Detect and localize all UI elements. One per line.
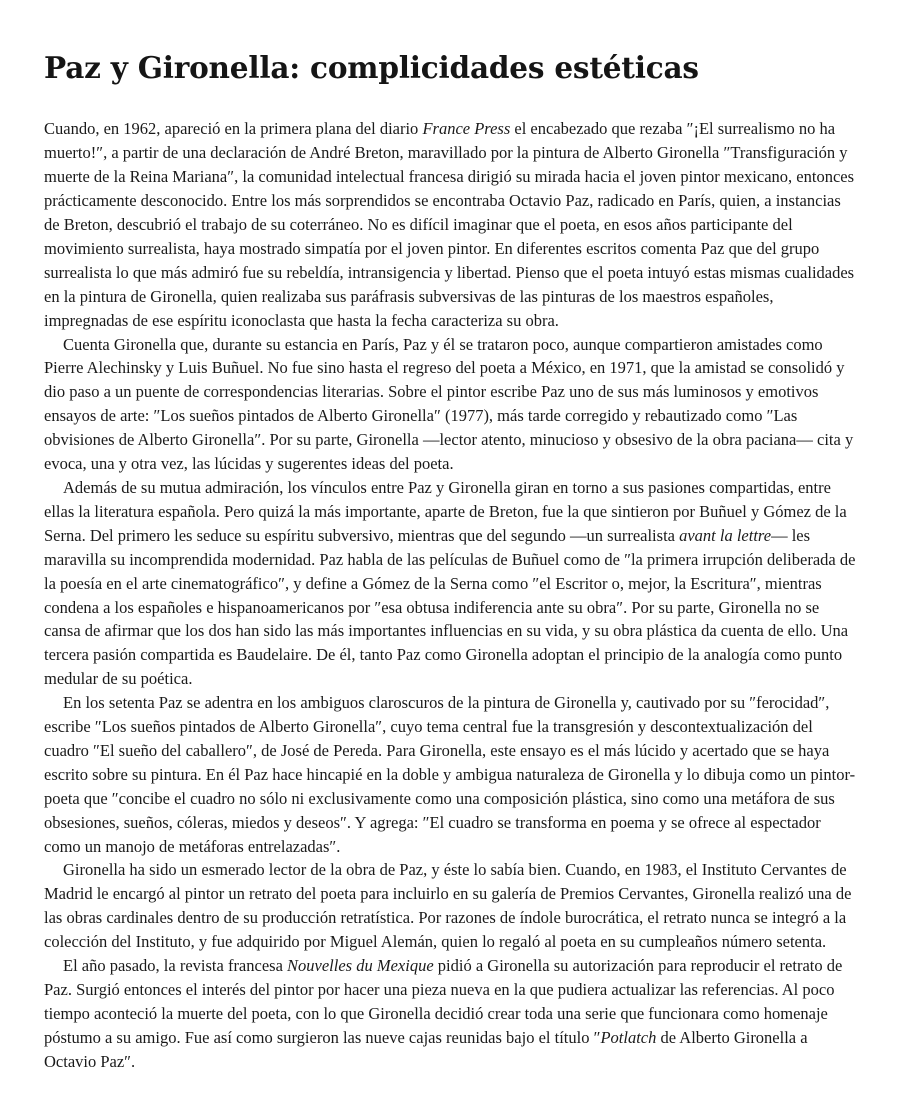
paragraph-5: Gironella ha sido un esmerado lector de la obra de Paz, y éste lo sabía bien. Cuando, en 1983, el Instituto Cervantes de Madrid le encargó al pintor un retrato del poeta para incluirlo en su galería de Premios Cervantes, Gironella realizó una de las obras cardinales dentro de su producción retratística. Por razones de índole burocrática, el retrato nunca se integró a la colección del Instituto, y fue adquirido por Miguel Alemán, quien lo regaló al poeta en su cumpleaños número setenta. bbox=[44, 860, 852, 952]
paragraph-6 bbox=[44, 954, 856, 1074]
paragraph-1 bbox=[44, 117, 856, 332]
paragraph-2: Cuenta Gironella que, durante su estancia en París, Paz y él se trataron poco, aunque compartieron amistades como Pierre Alechinsky y Luis Buñuel. No fue sino hasta el regreso del poeta a México, en 1971, que la amistad se consolidó y dio paso a un puente de correspondencias literarias. Sobre el pintor escribe Paz uno de sus más luminosos y emotivos ensayos de arte: ″Los sueños pintados de Alberto Gironella″ (1977), más tarde corregido y rebautizado como ″Las obvisiones de Alberto Gironella″. Por su parte, Gironella —lector atento, minucioso y obsesivo de la obra paciana— cita y evoca, una y otra vez, las lúcidas y sugerentes ideas del poeta. bbox=[44, 334, 854, 474]
article-body bbox=[44, 117, 856, 1073]
paragraph-1-text-a: Cuando, en 1962, apareció en la primera plana del diario bbox=[44, 119, 423, 139]
paragraph-6-italic-magazine: Nouvelles du Mexique bbox=[287, 956, 434, 976]
paragraph-3-text-a: Además de su mutua admiración, los vínculos entre Paz y Gironella giran en torno a sus pasiones compartidas, entre ellas la literatura española. Pero quizá la más importante, aparte de Breton, fue la que sintieron por Buñuel y Gómez de la Serna. Del primero les seduce su espíritu subversivo, mientras que del segundo —un surrealista bbox=[44, 477, 847, 545]
paragraph-3-text-c: — les maravilla su incomprendida modernidad. Paz habla de las películas de Buñuel como de ″la primera irrupción deliberada de la poesía en el arte cinematográfico″, y define a Gómez de la Serna como ″el Escritor o, mejor, la Escritura″, mientras condena a los españoles e hispanoamericanos por ″esa obtusa indiferencia ante su obra″. Por su parte, Gironella no se cansa de afirmar que los dos han sido las más importantes influencias en su vida, y su obra plástica da cuenta de ello. Una tercera pasión compartida es Baudelaire. De él, tanto Paz como Gironella adoptan el principio de la analogía como punto medular de su poética. bbox=[44, 525, 856, 689]
paragraph-4: En los setenta Paz se adentra en los ambiguos claroscuros de la pintura de Gironella y, cautivado por su ″ferocidad″, escribe ″Los sueños pintados de Alberto Gironella″, cuyo tema central fue la transgresión y descontextualización del cuadro ″El sueño del caballero″, de José de Pereda. Para Gironella, este ensayo es el más lúcido y acertado que se haya escrito sobre su pintura. En él Paz hace hincapié en la doble y ambigua naturaleza de Gironella y lo dibuja como un pintor-poeta que ″concibe el cuadro no sólo ni exclusivamente como una composición plástica, sino como una metáfora de sus obsesiones, sueños, cóleras, miedos y deseos″. Y agrega: ″El cuadro se transforma en poema y se ofrece al espectador como un manojo de metáforas entrelazadas″. bbox=[44, 693, 856, 856]
paragraph-6-text-c: pidió a Gironella su autorización para reproducir el retrato de Paz. Surgió entonces el interés del pintor por hacer una pieza nueva en la que pudiera actualizar las referencias. Al poco tiempo aconteció la muerte del poeta, con lo que Gironella decidió crear toda una serie que funcionara como homenaje póstumo a su amigo. Fue así como surgieron las nueve cajas reunidas bajo el título ″ bbox=[44, 956, 843, 1047]
paragraph-1-text-c: el encabezado que rezaba ″¡El surrealismo no ha muerto!″, a partir de una declaración de André Breton, maravillado por la pintura de Alberto Gironella ″Transfiguración y muerte de la Reina Mariana″, la comunidad intelectual francesa dirigió su mirada hacia el joven pintor mexicano, entonces prácticamente desconocido. Entre los más sorprendidos se encontraba Octavio Paz, radicado en París, quien, a instancias de Breton, descubrió el trabajo de su coterráneo. No es difícil imaginar que el poeta, en esos años participante del movimiento surrealista, haya mostrado simpatía por el joven pintor. En diferentes escritos comenta Paz que del grupo surrealista lo que más admiró fue su rebeldía, intransigencia y libertad. Pienso que el poeta intuyó estas mismas cualidades en la pintura de Gironella, quien realizaba sus paráfrasis subversivas de las pinturas de los maestros españoles, impregnadas de ese espíritu iconoclasta que hasta la fecha caracteriza su obra. bbox=[44, 119, 855, 330]
paragraph-6-text-e: de Alberto Gironella a Octavio Paz″. bbox=[44, 1027, 808, 1071]
paragraph-1-italic-newspaper: France Press bbox=[422, 119, 511, 139]
paragraph-6-text-a: El año pasado, la revista francesa bbox=[63, 956, 288, 976]
paragraph-3 bbox=[44, 476, 856, 691]
paragraph-6-italic-title: Potlatch bbox=[600, 1027, 657, 1047]
article-title: Paz y Gironella: complicidades estéticas bbox=[44, 50, 699, 85]
paragraph-3-italic-phrase: avant la lettre bbox=[679, 525, 772, 545]
